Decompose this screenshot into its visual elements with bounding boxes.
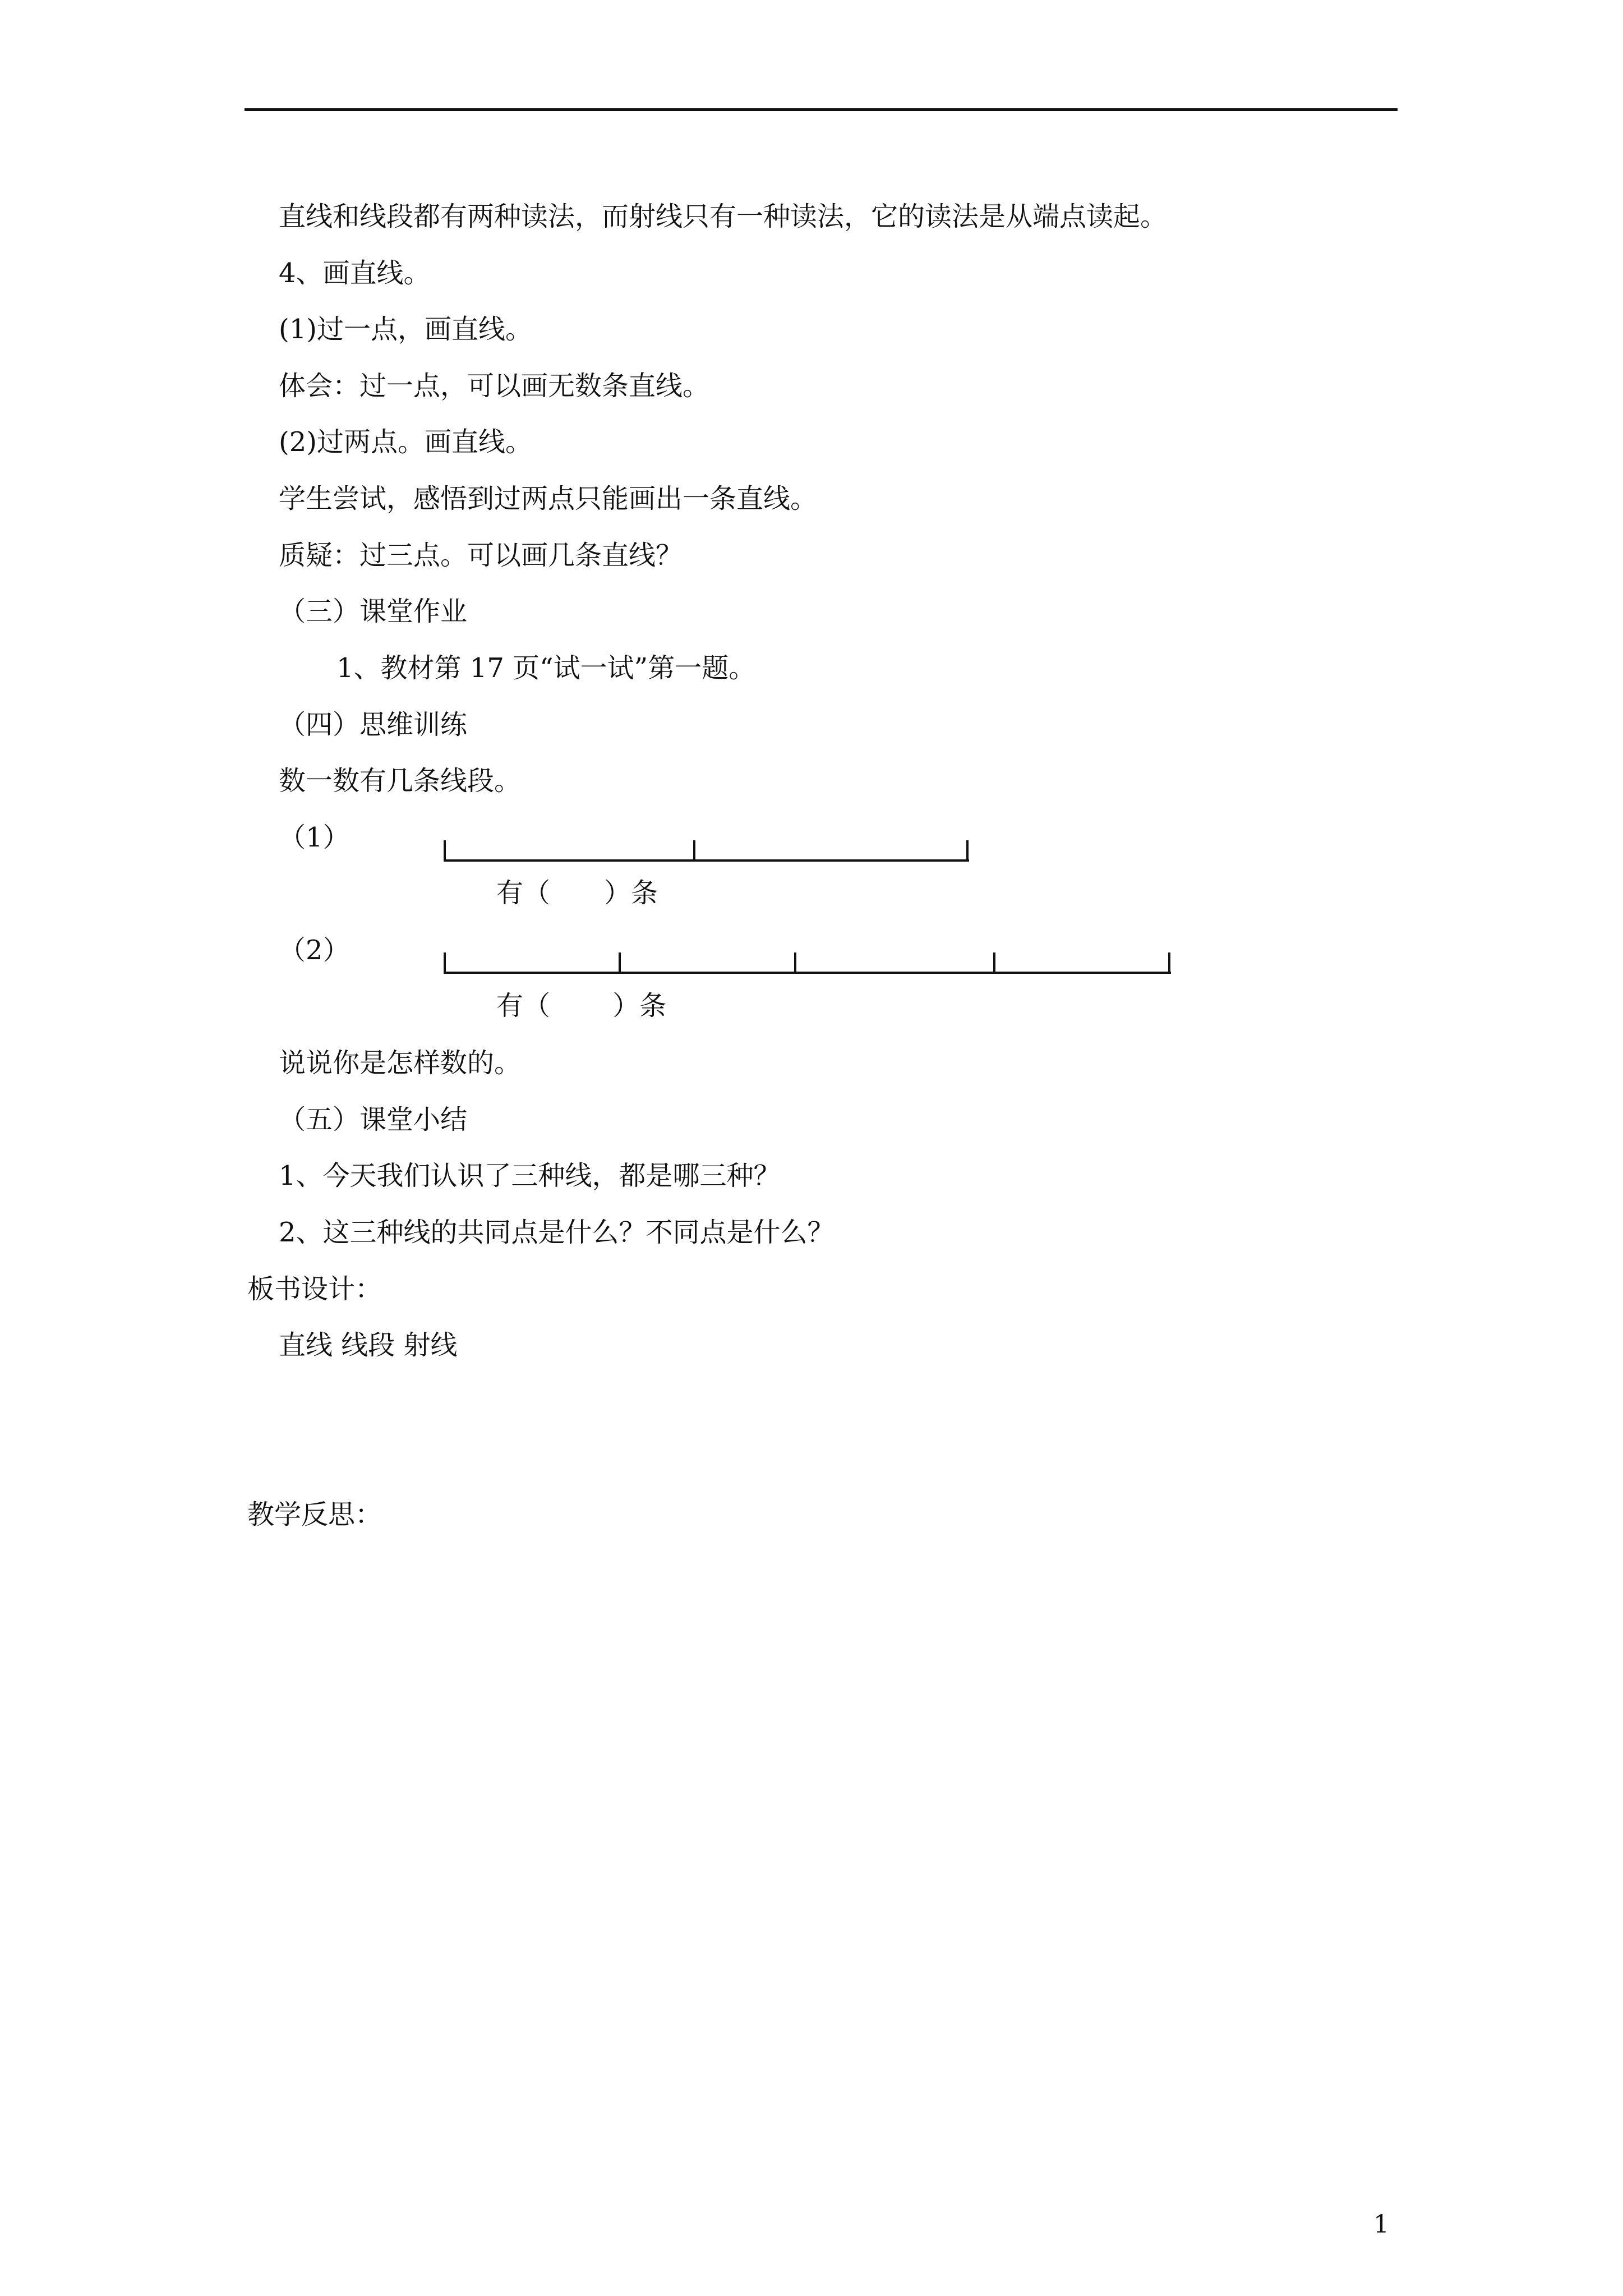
text-line-3: (1)过一点，画直线。 <box>279 314 532 345</box>
text-line-5: (2)过两点。画直线。 <box>279 426 532 458</box>
exercise-2-answer: 有（ ）条 <box>496 990 667 1022</box>
exercise-1-answer: 有（ ）条 <box>496 877 658 909</box>
exercise-2-segment-diagram <box>443 948 1172 987</box>
text-line-2: 4、画直线。 <box>279 257 431 289</box>
text-line-9: 1、教材第 17 页“试一试”第一题。 <box>336 652 756 684</box>
exercise-1-segment-diagram <box>443 836 970 875</box>
header-rule <box>245 108 1398 111</box>
teaching-reflection-heading: 教学反思： <box>247 1499 382 1530</box>
board-design-heading: 板书设计： <box>247 1273 382 1305</box>
text-line-6: 学生尝试，感悟到过两点只能画出一条直线。 <box>279 483 818 514</box>
page-number: 1 <box>1373 2210 1389 2239</box>
text-line-1: 直线和线段都有两种读法，而射线只有一种读法，它的读法是从端点读起。 <box>279 201 1168 232</box>
exercise-1-label: （1） <box>279 822 350 853</box>
text-line-7: 质疑：过三点。可以画几条直线？ <box>279 540 683 571</box>
text-line-14: 1、今天我们认识了三种线，都是哪三种？ <box>279 1160 781 1191</box>
text-line-12: 说说你是怎样数的。 <box>279 1047 522 1079</box>
section-heading-homework: （三）课堂作业 <box>279 596 468 627</box>
board-design-content: 直线 线段 射线 <box>279 1329 458 1361</box>
section-heading-thinking: （四）思维训练 <box>279 709 468 740</box>
exercise-2-label: （2） <box>279 935 350 966</box>
text-line-11: 数一数有几条线段。 <box>279 765 522 797</box>
text-line-4: 体会：过一点，可以画无数条直线。 <box>279 370 710 402</box>
text-line-15: 2、这三种线的共同点是什么？不同点是什么？ <box>279 1217 834 1248</box>
section-heading-summary: （五）课堂小结 <box>279 1104 468 1135</box>
